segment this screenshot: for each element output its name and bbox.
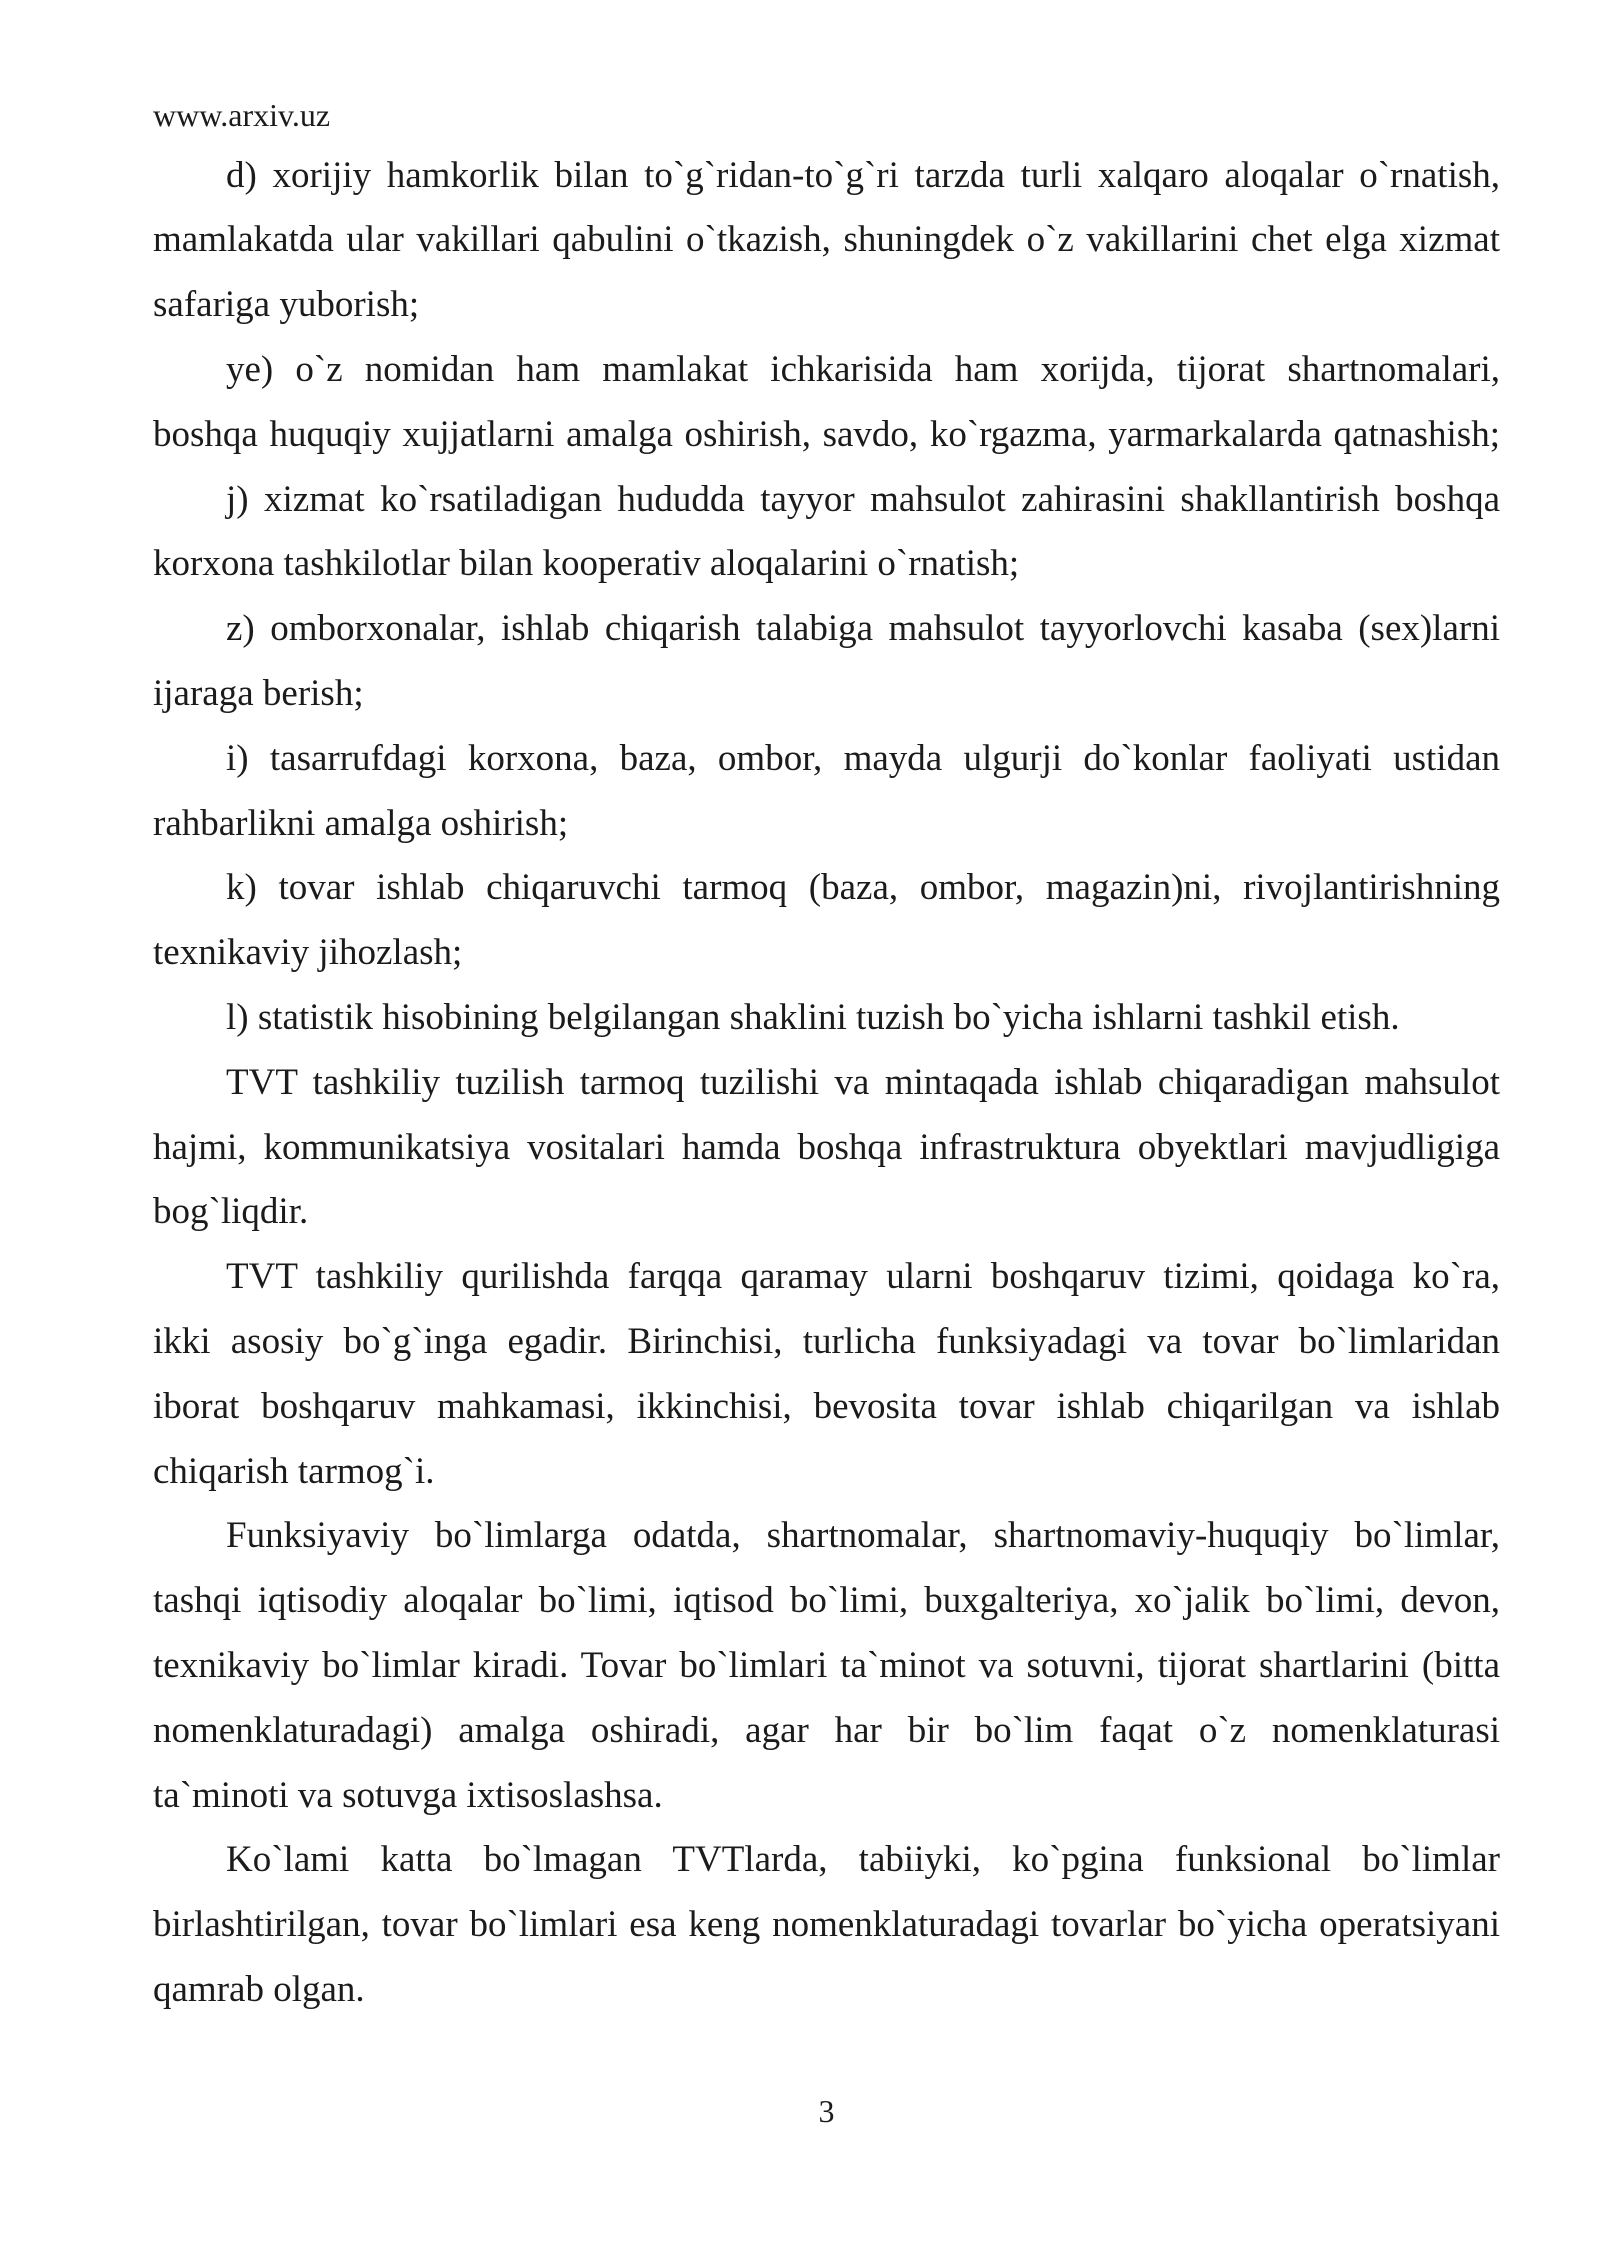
paragraph-z	[153, 597, 1500, 727]
paragraph-line: TVT tashkiliy qurilishda farqqa qaramay ularni boshqaruv tizimi, qoidaga ko`ra,	[226, 1256, 1500, 1298]
paragraph-line: boshqa huquqiy xujjatlarni amalga oshirish, savdo, ko`rgazma, yarmarkalarda qatnashish;	[153, 413, 1500, 455]
paragraph-functional-departments	[153, 1504, 1500, 1828]
site-header: www.arxiv.uz	[153, 97, 331, 133]
paragraph-line: i) tasarrufdagi korxona, baza, ombor, mayda ulgurji do`konlar faoliyati ustidan	[226, 737, 1500, 779]
paragraph-ye	[153, 338, 1500, 468]
paragraph-line: l) statistik hisobining belgilangan shaklini tuzish bo`yicha ishlarni tashkil etish.	[226, 996, 1400, 1038]
paragraph-line: rahbarlikni amalga oshirish;	[153, 802, 569, 844]
paragraph-l	[153, 986, 1500, 1051]
paragraph-line: qamrab olgan.	[153, 1968, 365, 2010]
paragraph-line: d) xorijiy hamkorlik bilan to`g`ridan-to`g`ri tarzda turli xalqaro aloqalar o`rnatish,	[226, 154, 1500, 196]
paragraph-line: safariga yuborish;	[153, 284, 420, 326]
paragraph-line: ye) o`z nomidan ham mamlakat ichkarisida ham xorijda, tijorat shartnomalari,	[226, 348, 1500, 390]
paragraph-line: bog`liqdir.	[153, 1191, 309, 1233]
paragraph-line: iborat boshqaruv mahkamasi, ikkinchisi, bevosita tovar ishlab chiqarilgan va ishlab	[153, 1385, 1500, 1427]
paragraph-i	[153, 727, 1500, 857]
paragraph-line: chiqarish tarmog`i.	[153, 1450, 435, 1492]
page-number: 3	[818, 2093, 835, 2129]
paragraph-line: hajmi, kommunikatsiya vositalari hamda boshqa infrastruktura obyektlari mavjudligiga	[153, 1126, 1500, 1168]
paragraph-line: j) xizmat ko`rsatiladigan hududda tayyor mahsulot zahirasini shakllantirish boshqa	[226, 478, 1500, 520]
paragraph-line: Ko`lami katta bo`lmagan TVTlarda, tabiiyki, ko`pgina funksional bo`limlar	[226, 1839, 1500, 1881]
paragraph-line: birlashtirilgan, tovar bo`limlari esa keng nomenklaturadagi tovarlar bo`yicha operatsiyani	[153, 1904, 1500, 1946]
paragraph-line: ikki asosiy bo`g`inga egadir. Birinchisi, turlicha funksiyadagi va tovar bo`limlaridan	[153, 1320, 1500, 1362]
paragraph-line: k) tovar ishlab chiqaruvchi tarmoq (baza, ombor, magazin)ni, rivojlantirishning	[226, 867, 1500, 909]
paragraph-line: ijaraga berish;	[153, 672, 364, 714]
paragraph-line: korxona tashkilotlar bilan kooperativ aloqalarini o`rnatish;	[153, 543, 1020, 585]
paragraph-line: mamlakatda ular vakillari qabulini o`tkazish, shuningdek o`z vakillarini chet elga xizmat	[153, 219, 1500, 261]
paragraph-line: texnikaviy bo`limlar kiradi. Tovar bo`limlari ta`minot va sotuvni, tijorat shartlarini (bitta	[153, 1644, 1500, 1686]
paragraph-line: tashqi iqtisodiy aloqalar bo`limi, iqtisod bo`limi, buxgalteriya, xo`jalik bo`limi, devon,	[153, 1580, 1500, 1622]
paragraph-line: nomenklaturadagi) amalga oshiradi, agar har bir bo`lim faqat o`z nomenklaturasi	[153, 1709, 1500, 1751]
paragraph-line: TVT tashkiliy tuzilish tarmoq tuzilishi va mintaqada ishlab chiqaradigan mahsulot	[226, 1061, 1500, 1103]
paragraph-k	[153, 856, 1500, 986]
paragraph-line: ta`minoti va sotuvga ixtisoslashsa.	[153, 1774, 663, 1816]
paragraph-line: texnikaviy jihozlash;	[153, 932, 463, 974]
paragraph-j	[153, 468, 1500, 598]
paragraph-d	[153, 144, 1500, 338]
paragraph-line: Funksiyaviy bo`limlarga odatda, shartnomalar, shartnomaviy-huquqiy bo`limlar,	[226, 1515, 1500, 1557]
paragraph-tvt-organization	[153, 1245, 1500, 1504]
paragraph-line: z) omborxonalar, ishlab chiqarish talabiga mahsulot tayyorlovchi kasaba (sex)larni	[226, 608, 1500, 650]
paragraph-tvt-structure	[153, 1051, 1500, 1245]
paragraph-small-tvt	[153, 1828, 1500, 2022]
document-body	[153, 144, 1500, 2023]
